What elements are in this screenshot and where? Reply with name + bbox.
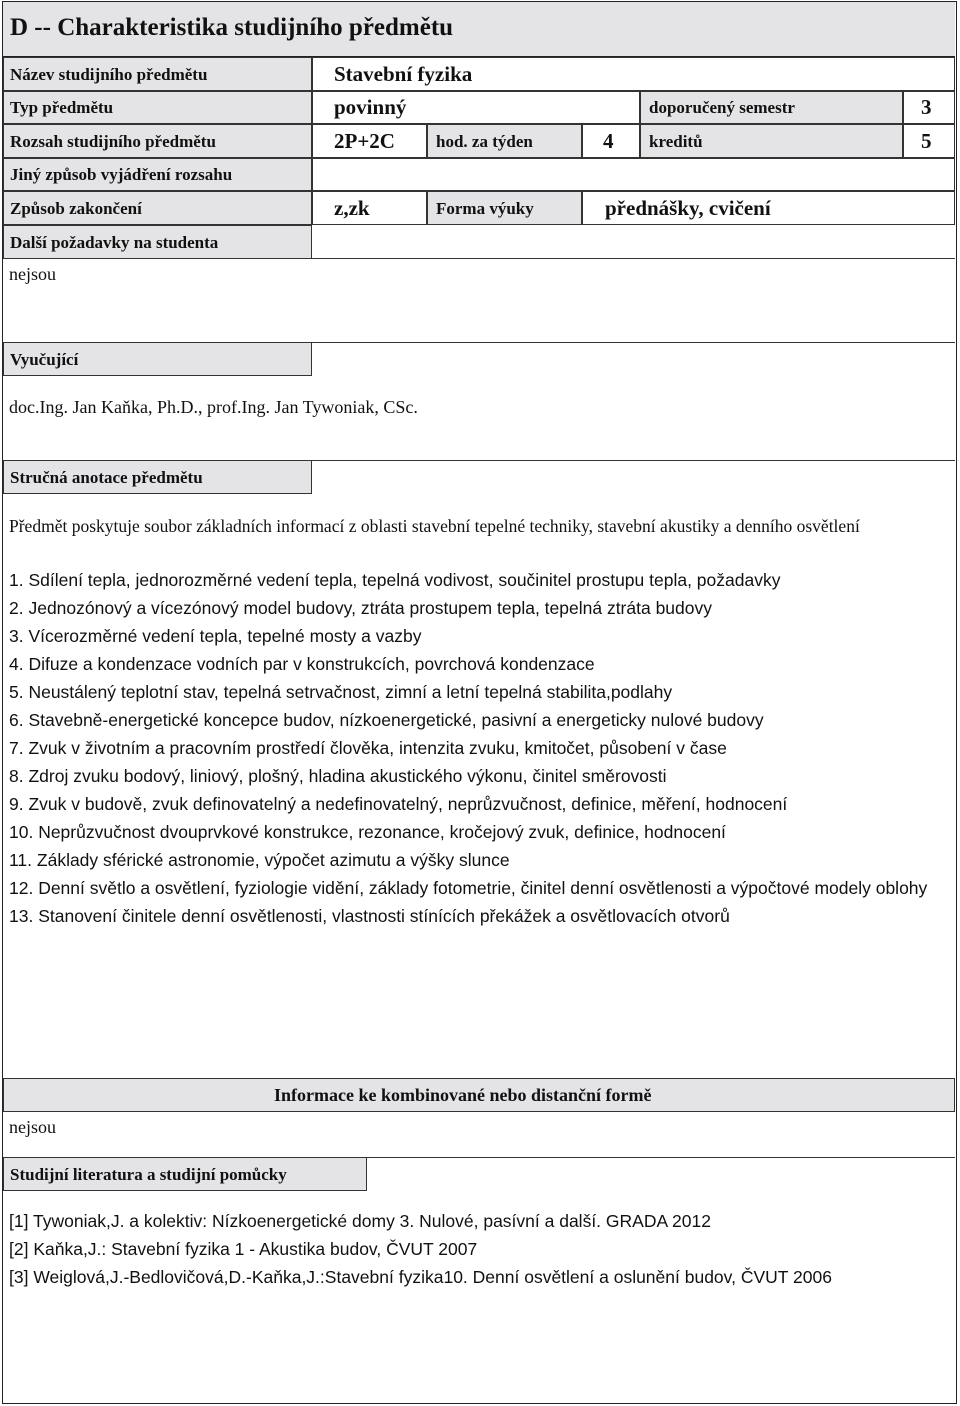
teachers-label-cell — [3, 342, 312, 376]
completion-label-cell — [3, 191, 312, 225]
topic-item: 2. Jednozónový a vícezónový model budovy, ztráta prostupem tepla, tepelná ztráta budovy — [9, 598, 713, 618]
form-header — [3, 2, 955, 57]
type-value: povinný — [334, 95, 407, 119]
annotation-label-cell — [3, 460, 312, 494]
credits-value-cell — [903, 124, 955, 158]
topic-item: 7. Zvuk v životním a pracovním prostředí člověka, intenzita zvuku, kmitočet, působení v čase — [9, 738, 727, 758]
requirements-label-cell — [3, 225, 312, 259]
annotation-intro: Předmět poskytuje soubor základních informací z oblasti stavební tepelné techniky, stavební akustiky a denního osvětlení — [9, 516, 860, 536]
hours-label: hod. za týden — [436, 132, 533, 151]
teachers-value: doc.Ing. Jan Kaňka, Ph.D., prof.Ing. Jan Tywoniak, CSc. — [9, 397, 418, 417]
topic-item: 12. Denní světlo a osvětlení, fyziologie vidění, základy fotometrie, činitel denní osvětlenosti a výpočtové modely oblohy — [9, 878, 928, 898]
literature-item: [3] Weiglová,J.-Bedlovičová,D.-Kaňka,J.:Stavební fyzika10. Denní osvětlení a oslunění budov, ČVUT 2006 — [9, 1267, 832, 1287]
form-value-cell — [582, 191, 955, 225]
topic-item: 4. Difuze a kondenzace vodních par v konstrukcích, povrchová kondenzace — [9, 654, 595, 674]
scope-label-cell — [3, 124, 312, 158]
annotation-topics — [9, 566, 935, 930]
semester-value: 3 — [921, 95, 932, 119]
teachers-label: Vyučující — [10, 350, 79, 369]
other-scope-label-cell — [3, 158, 312, 191]
name-label: Název studijního předmětu — [10, 65, 208, 84]
type-label-cell — [3, 91, 312, 124]
form-label: Forma výuky — [436, 199, 534, 218]
topic-item: 10. Neprůzvučnost dvouprvkové konstrukce, rezonance, kročejový zvuk, definice, hodnocení — [9, 822, 726, 842]
scope-label: Rozsah studijního předmětu — [10, 132, 216, 151]
credits-label-cell — [640, 124, 903, 158]
topic-item: 11. Základy sférické astronomie, výpočet azimutu a výšky slunce — [9, 850, 510, 870]
form-label-cell — [427, 191, 582, 225]
credits-value: 5 — [921, 129, 932, 153]
distance-label-cell — [3, 1078, 955, 1112]
topic-item: 3. Vícerozměrné vedení tepla, tepelné mosty a vazby — [9, 626, 422, 646]
hours-label-cell — [427, 124, 582, 158]
requirements-label: Další požadavky na studenta — [10, 233, 219, 252]
other-scope-label: Jiný způsob vyjádření rozsahu — [10, 165, 233, 184]
topic-item: 13. Stanovení činitele denní osvětlenosti, vlastnosti stínících překážek a osvětlovacích otvorů — [9, 906, 730, 926]
semester-label-cell — [640, 91, 903, 124]
literature-item: [2] Kaňka,J.: Stavební fyzika 1 - Akustika budov, ČVUT 2007 — [9, 1239, 478, 1259]
name-value-cell — [312, 57, 955, 91]
scope-value-cell — [312, 124, 427, 158]
semester-label: doporučený semestr — [649, 98, 795, 117]
hours-value: 4 — [603, 129, 614, 153]
type-value-cell — [312, 91, 640, 124]
literature-item: [1] Tywoniak,J. a kolektiv: Nízkoenergetické domy 3. Nulové, pasívní a další. GRADA 2012 — [9, 1211, 711, 1231]
credits-label: kreditů — [649, 132, 703, 151]
distance-label: Informace ke kombinované nebo distanční formě — [274, 1085, 652, 1105]
literature-label-cell — [3, 1157, 367, 1191]
distance-value: nejsou — [9, 1117, 56, 1137]
requirements-divider — [312, 258, 955, 259]
topic-item: 9. Zvuk v budově, zvuk definovatelný a nedefinovatelný, neprůzvučnost, definice, měření, hodnocení — [9, 794, 788, 814]
literature-list — [9, 1207, 935, 1291]
name-label-cell — [3, 57, 312, 91]
topic-item: 5. Neustálený teplotní stav, tepelná setrvačnost, zimní a letní tepelná stabilita,podlahy — [9, 682, 673, 702]
completion-label: Způsob zakončení — [10, 199, 142, 218]
name-value: Stavební fyzika — [334, 62, 473, 86]
topic-item: 6. Stavebně-energetické koncepce budov, nízkoenergetické, pasivní a energeticky nulové budovy — [9, 710, 764, 730]
page-title: D -- Charakteristika studijního předmětu — [10, 14, 454, 41]
annotation-label: Stručná anotace předmětu — [10, 468, 203, 487]
semester-value-cell — [903, 91, 955, 124]
topic-item: 1. Sdílení tepla, jednorozměrné vedení tepla, tepelná vodivost, součinitel prostupu tepla, požadavky — [9, 570, 781, 590]
type-label: Typ předmětu — [10, 98, 114, 117]
form-value: přednášky, cvičení — [605, 196, 771, 220]
topic-item: 8. Zdroj zvuku bodový, liniový, plošný, hladina akustického výkonu, činitel směrovosti — [9, 766, 667, 786]
literature-label: Studijní literatura a studijní pomůcky — [10, 1165, 287, 1184]
completion-value-cell — [312, 191, 427, 225]
requirements-value: nejsou — [9, 264, 56, 284]
scope-value: 2P+2C — [334, 129, 395, 153]
completion-value: z,zk — [334, 196, 370, 220]
hours-value-cell — [582, 124, 640, 158]
other-scope-value-cell — [312, 158, 955, 191]
